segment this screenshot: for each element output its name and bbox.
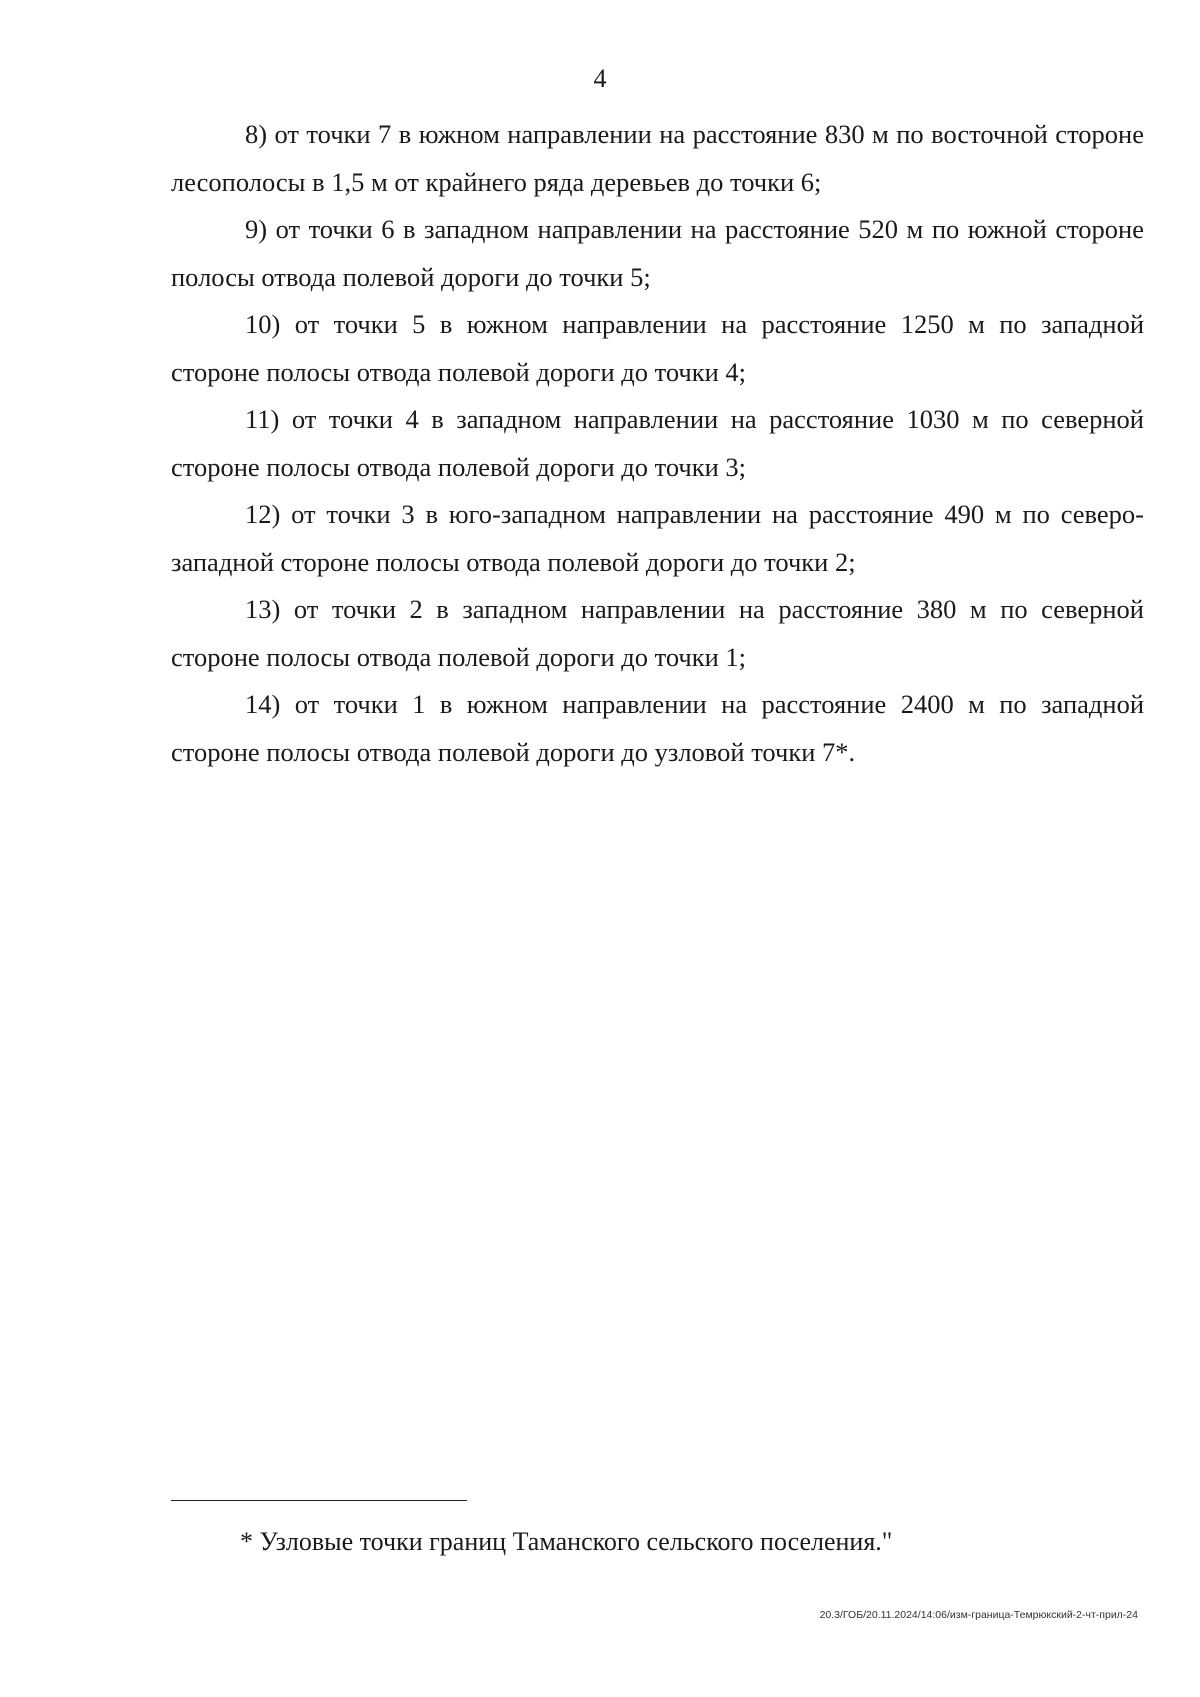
paragraph-item-10: 10) от точки 5 в южном направлении на расстояние 1250 м по западной стороне полосы отвода полевой дороги до точки 4; <box>171 309 1144 387</box>
paragraph-item-9: 9) от точки 6 в западном направлении на расстояние 520 м по южной стороне полосы отвода полевой дороги до точки 5; <box>171 214 1144 292</box>
document-body <box>171 111 1144 776</box>
paragraph-item-13: 13) от точки 2 в западном направлении на расстояние 380 м по северной стороне полосы отвода полевой дороги до точки 1; <box>171 594 1144 672</box>
page-number: 4 <box>593 64 607 93</box>
paragraph-item-11: 11) от точки 4 в западном направлении на расстояние 1030 м по северной стороне полосы отвода полевой дороги до точки 3; <box>171 404 1144 482</box>
footnote-text: * Узловые точки границ Таманского сельского поселения." <box>240 1527 893 1556</box>
paragraph-item-14: 14) от точки 1 в южном направлении на расстояние 2400 м по западной стороне полосы отвода полевой дороги до узловой точки 7*. <box>171 689 1144 767</box>
paragraph-item-8: 8) от точки 7 в южном направлении на расстояние 830 м по восточной стороне лесополосы в 1,5 м от крайнего ряда деревьев до точки 6; <box>171 119 1144 197</box>
document-code: 20.3/ГОБ/20.11.2024/14:06/изм-граница-Темрюкский-2-чт-прил-24 <box>819 1609 1138 1621</box>
paragraph-item-12: 12) от точки 3 в юго-западном направлении на расстояние 490 м по северо-западной стороне полосы отвода полевой дороги до точки 2; <box>171 499 1144 577</box>
footnote-separator <box>171 1500 467 1501</box>
